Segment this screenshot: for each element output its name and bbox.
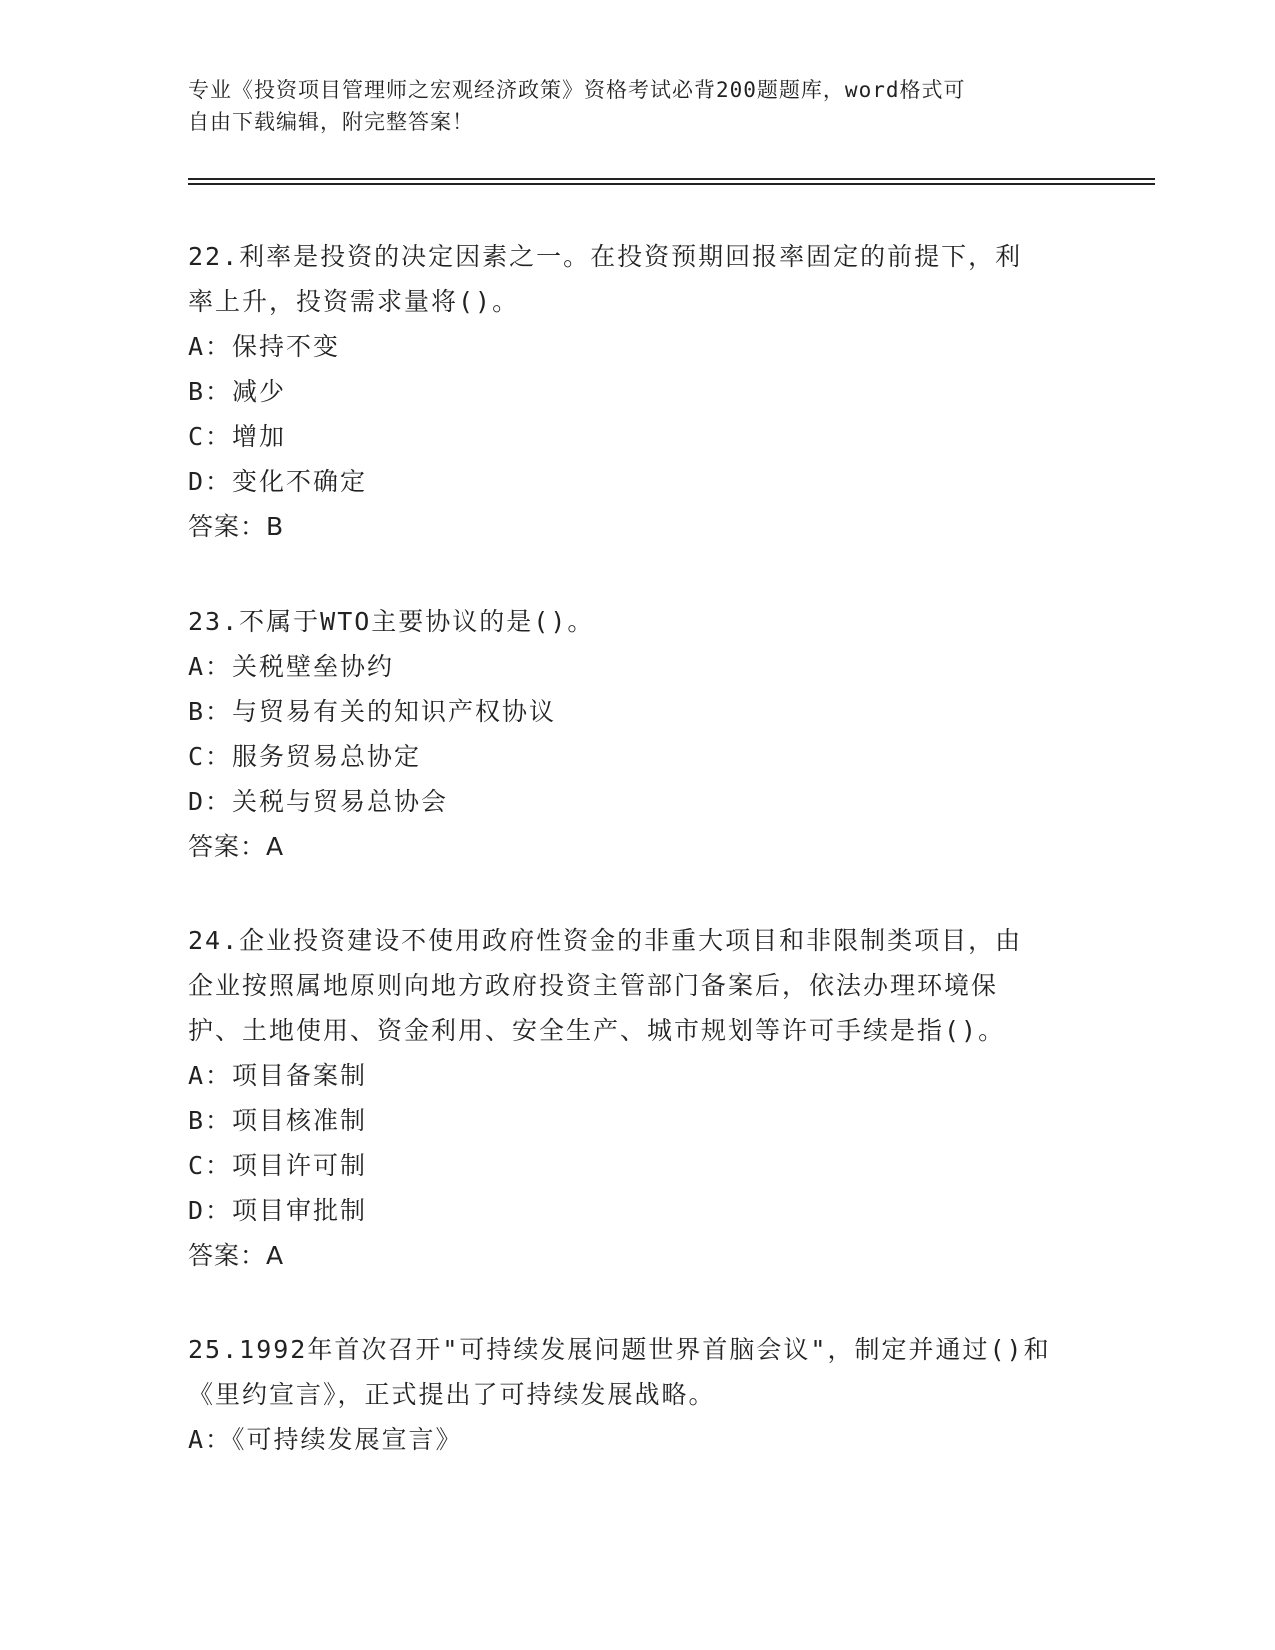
option-b: B：与贸易有关的知识产权协议: [188, 697, 557, 726]
question-line: 23.不属于WTO主要协议的是()。: [188, 607, 595, 636]
answer-line: 答案：B: [188, 512, 285, 541]
header-line-2: 自由下载编辑，附完整答案！: [188, 110, 474, 134]
option-b: B：项目核准制: [188, 1106, 368, 1135]
question-line: 24.企业投资建设不使用政府性资金的非重大项目和非限制类项目，由: [188, 926, 1023, 955]
question-line: 25.1992年首次召开"可持续发展问题世界首脑会议"，制定并通过()和: [188, 1335, 1051, 1364]
question-22: [188, 234, 1088, 549]
option-a: A：关税壁垒协约: [188, 652, 395, 681]
option-a: A：《可持续发展宣言》: [188, 1425, 463, 1454]
option-d: D：项目审批制: [188, 1196, 368, 1225]
question-line: 企业按照属地原则向地方政府投资主管部门备案后，依法办理环境保: [188, 971, 999, 1000]
question-line: 护、土地使用、资金利用、安全生产、城市规划等许可手续是指()。: [188, 1016, 1006, 1045]
option-d: D：变化不确定: [188, 467, 368, 496]
option-b: B：减少: [188, 377, 287, 406]
header-divider-top: [188, 178, 1155, 180]
option-c: C：增加: [188, 422, 287, 451]
option-d: D：关税与贸易总协会: [188, 787, 449, 816]
option-c: C：项目许可制: [188, 1151, 368, 1180]
option-c: C：服务贸易总协定: [188, 742, 422, 771]
question-23: [188, 599, 1088, 869]
answer-line: 答案：A: [188, 1241, 285, 1270]
question-24: [188, 918, 1088, 1278]
header-line-1: 专业《投资项目管理师之宏观经济政策》资格考试必背200题题库，word格式可: [188, 78, 966, 102]
answer-line: 答案：A: [188, 832, 285, 861]
option-a: A：保持不变: [188, 332, 341, 361]
option-a: A：项目备案制: [188, 1061, 368, 1090]
document-header: [188, 74, 1088, 138]
question-line: 22.利率是投资的决定因素之一。在投资预期回报率固定的前提下，利: [188, 242, 1023, 271]
question-line: 《里约宣言》，正式提出了可持续发展战略。: [188, 1380, 716, 1409]
question-line: 率上升，投资需求量将()。: [188, 287, 520, 316]
question-25: [188, 1327, 1088, 1462]
header-divider-bottom: [188, 183, 1155, 185]
